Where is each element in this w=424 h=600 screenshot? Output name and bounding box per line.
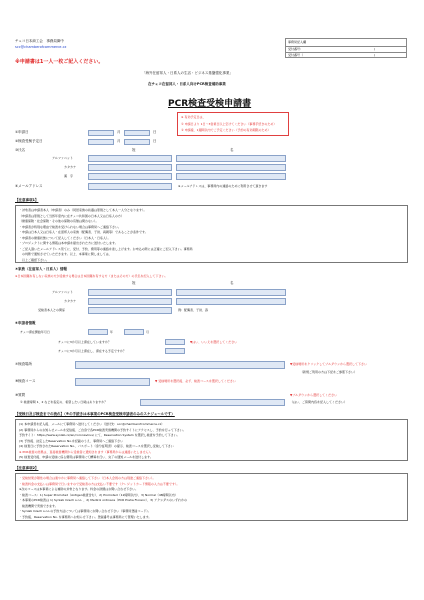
application-date-label: ①申請日 bbox=[15, 130, 29, 134]
stay-start-label: チェコ滞在開始年月日 bbox=[20, 330, 50, 334]
notes-1-line: （健康保険・社会保険・その他の保険の有無は問わない）。 bbox=[19, 219, 99, 223]
schedule-note-line: ② 申請後、1週間以内でご予定ください（予約の有効期限のため） bbox=[181, 128, 271, 132]
notes-2-box bbox=[15, 473, 408, 521]
surname-alphabet-input[interactable] bbox=[88, 155, 172, 162]
notes-2-line: ・本事業のPCR検査は 1) Synlab Czech s.r.o. 、2) Medirol ordinace（PCR Praha Florenc）、3) アクシダスのいずれかの bbox=[19, 498, 187, 502]
question-text: ① 検査時間 1、2 などを指定の、希望したい日時はありますか？ bbox=[20, 400, 108, 404]
relation-input[interactable] bbox=[88, 307, 172, 314]
application-month-input[interactable] bbox=[88, 130, 114, 136]
flow-line: 予約サイト：https://www.synlab.cz/en/coronavirus/ にて、Reservation System を選択し検査を予約して下さい。 bbox=[19, 433, 180, 437]
yes-no-instruction: ▼はい、いいえを選択してください bbox=[190, 340, 238, 344]
family-given-header: 名 bbox=[230, 281, 234, 285]
reference-row-value: ) bbox=[374, 46, 376, 51]
test-course-select[interactable] bbox=[75, 378, 150, 386]
question-answer-input[interactable] bbox=[140, 399, 285, 406]
month-unit: 月 bbox=[117, 139, 121, 143]
notes-2-line: ・受検結果が陽性の場合は速やかに事務局へ連絡して下さい（日本人会員の方は別途ご連絡下さい）。 bbox=[19, 476, 156, 480]
email-usage-note: ※メールアドレスは、事務局内の連絡のために利用させて頂きます bbox=[178, 184, 268, 188]
email-label: ④メールアドレス bbox=[15, 184, 43, 188]
test-site-subnote: （新規ご利用の方は下記をご参照下さい） bbox=[300, 370, 358, 374]
stay-3months-select[interactable] bbox=[165, 339, 185, 345]
notes-1-line: ・対象者は申請者本人（申請者）のみ（同居家族の扶養は原則として本人一人分となります）。 bbox=[19, 208, 147, 212]
test-course-instruction: ▼ 受検場所を選択後、必ず、検査コースを選択してください bbox=[155, 379, 236, 383]
test-month-input[interactable] bbox=[88, 139, 114, 145]
month-unit: 月 bbox=[146, 330, 150, 334]
family-note: ※日本国籍を有しない家族の方が受検する場合は日本国籍を有する方（またはその方）の氏名を記入して下さい。 bbox=[15, 274, 168, 278]
flow-box bbox=[15, 419, 408, 461]
family-heading: ⑤家族（在留邦人・日系人）情報 bbox=[15, 267, 67, 271]
family-surname-header: 姓 bbox=[132, 281, 136, 285]
year-unit: 年 bbox=[110, 330, 114, 334]
stay-month-input[interactable] bbox=[124, 329, 144, 335]
test-day-input[interactable] bbox=[124, 139, 150, 145]
flow-line: (4) 検査日に予約されたReservation No.、パスポート（身分証明書）の提示、検査コースを選択し受検して下さい bbox=[19, 444, 174, 448]
org-email[interactable]: scc@chamberofcommerce.cz bbox=[15, 45, 67, 49]
kanji-label: 漢 字 bbox=[64, 174, 74, 178]
day-unit: 日 bbox=[153, 130, 157, 134]
application-day-input[interactable] bbox=[124, 130, 150, 136]
test-site-select[interactable] bbox=[75, 361, 285, 369]
family-given-katakana-input[interactable] bbox=[176, 298, 286, 305]
given-alphabet-input[interactable] bbox=[176, 155, 286, 162]
reference-row-label: 受付番号： bbox=[288, 46, 304, 51]
flow-line: (2) 事務局からのお知らせメールを受信後、ご自身で各PCR検査実施機関の予約サイトにアクセスし、予約を行って下さい。 bbox=[19, 427, 186, 432]
email-input[interactable] bbox=[88, 183, 172, 190]
notes-1-line: の判断で通知させていただきます。以上、本事業に関しましては、 bbox=[19, 252, 112, 256]
name-label: ③氏名 bbox=[15, 148, 26, 152]
flow-line: (3) 予約後、決定したReservation No.を記載のうえ、事務局へご連絡下さい bbox=[19, 438, 124, 443]
flow-line: (5) 検査受付後、申請の受検に係る費用は事務局にて精算を行い、完了の通知メールを送付します。 bbox=[19, 455, 153, 459]
day-unit: 日 bbox=[153, 139, 157, 143]
katakana-label: カタカナ bbox=[64, 165, 77, 169]
notes-1-line: ・プロジェクトに関する情報は本申請を提出された方に送付いたします。 bbox=[19, 241, 118, 245]
relation-hint: 例：配偶者、子供、孫 bbox=[178, 308, 209, 312]
notes-1-line: 以上ご確認下さい。 bbox=[19, 257, 50, 262]
notes-2-line: 検査機関で実施できます。 bbox=[19, 503, 58, 508]
stay-plan-question: チェコに3か月以上滞在し、滞在する予定ですか？ bbox=[58, 349, 126, 353]
month-unit: 月 bbox=[117, 130, 121, 134]
page-title: PCR検査受検申請書 bbox=[168, 99, 252, 109]
test-course-label: ⑧検査コース bbox=[15, 379, 36, 383]
flow-line: ※ PCR検査の結果は、直接検査機関から受検者に通知されます（事務局からは連絡いたしません）。 bbox=[19, 449, 153, 454]
question-subnote: （はい、ご質問内容を記入してください） bbox=[290, 400, 348, 404]
given-name-header: 名 bbox=[230, 148, 234, 152]
reference-box-title: 事務局記入欄 bbox=[288, 40, 307, 44]
flow-line: (1) 本申請書を記入後、メールにて事務局へ送付してください（送付先：scc@chamberofcommerce.cz） bbox=[19, 422, 165, 426]
notes-2-line: ・Synlab Czech s.r.o.の予約方法については事務局にお問い合わせ下さい（事務局登録コード）。 bbox=[19, 509, 151, 513]
family-alphabet-label: アルファベット bbox=[52, 290, 73, 294]
notes-1-heading: 【注意事項1】 bbox=[15, 198, 39, 202]
family-surname-alphabet-input[interactable] bbox=[88, 289, 172, 296]
notes-1-line: ・ご記入頂いたメールアドレス宛てに、受付、予約、費用等の連絡を差し上げます。お申込の際には正確にご記入下さい。事務局 bbox=[19, 246, 193, 251]
question-label: ⑨質問 bbox=[15, 393, 26, 397]
notes-1-line: ・申請者の健康状態について記入してください（日本人・日系人）。 bbox=[19, 235, 111, 240]
stay-plan-select[interactable] bbox=[165, 348, 185, 354]
family-given-alphabet-input[interactable] bbox=[176, 289, 286, 296]
schedule-note-heading: ※ 有効予定日は、 bbox=[181, 115, 206, 119]
notes-2-line: ・検査コース：1) Super Promoted（Antigen検査含む）、2) Promoted（12時間以内）、3) Normal（48時間以内） bbox=[19, 492, 178, 497]
surname-kanji-input[interactable] bbox=[88, 173, 172, 180]
schedule-note-line: ① 申請日より 1日～3営業日以上空けてください（事務手続きのため） bbox=[181, 122, 277, 126]
notes-1-line: （申請者は原則として当該年度内に在チェコ共和国の日本人又は日系人の方） bbox=[19, 213, 124, 218]
stay-year-input[interactable] bbox=[88, 329, 108, 335]
family-katakana-label: カタカナ bbox=[64, 299, 77, 303]
test-date-label: ②検査受検予定日 bbox=[15, 139, 43, 143]
one-per-person-notice: ※申請書は1一人一枚ご記入ください。 bbox=[15, 59, 104, 65]
reference-row-label: 受付番号（ bbox=[288, 53, 304, 57]
notes-1-line: ・申請は日本人又は日系人・在留邦人の家族（配偶者、子供、両親等）であることが条件です。 bbox=[19, 230, 148, 234]
stay-3months-question: チェコに3か月以上滞在していますか？ bbox=[58, 340, 111, 344]
notes-2-line: ・予約後、Reservation No. を事務局へお知らせ下さい。登録番号は事務局にて管理いたします。 bbox=[19, 514, 152, 519]
family-surname-katakana-input[interactable] bbox=[88, 298, 172, 305]
project-name: 在チェコ在留邦人・日系人向けPCR検査補助事業 bbox=[148, 82, 226, 86]
test-site-instruction: ▼受検場所をクリックしてプルダウンから選択して下さい bbox=[290, 362, 367, 366]
reference-box bbox=[285, 38, 407, 58]
alphabet-label: アルファベット bbox=[52, 156, 73, 160]
notes-2-line: ・検査料金の支払いは事務局で行いますので受検者の方は支払い不要です（クレジットカード情報の入力は不要です）。 bbox=[19, 481, 180, 486]
notes-1-line: ・申請者が特別な理由で検査を受けられない場合は事務局へご連絡下さい。 bbox=[19, 224, 122, 229]
notes-2-heading: 【注意事項2】 bbox=[15, 466, 39, 470]
given-katakana-input[interactable] bbox=[176, 164, 286, 171]
org-name: チェコ日本商工会 事務局御中 bbox=[15, 39, 64, 43]
reference-row-value: ) bbox=[374, 53, 376, 57]
notes-1-box bbox=[15, 205, 408, 263]
schedule-note-box bbox=[177, 112, 289, 136]
flow-heading: 【受検日及び検査までの流れ】（※の手続きは本事業のPCR検査受検申請者のみのスケジュールです） bbox=[15, 412, 175, 416]
relation-label: 受検者本人との関係 bbox=[38, 308, 66, 312]
surname-header: 姓 bbox=[132, 148, 136, 152]
given-kanji-input[interactable] bbox=[176, 173, 286, 180]
surname-katakana-input[interactable] bbox=[88, 164, 172, 171]
test-site-label: ⑦検査場所 bbox=[15, 362, 33, 366]
project-subtitle: 「海外在留邦人・日系人の生活・ビジネス基盤強化事業」 bbox=[142, 71, 233, 75]
notes-2-line: ※次のコースは本事業による補助の対象となります。料金の詳細はお問い合わせ下さい。 bbox=[19, 487, 139, 491]
applicant-info-heading: ⑥申請者情報 bbox=[15, 321, 36, 325]
question-instruction: ▼ブルダウンから選択してください bbox=[290, 393, 338, 397]
